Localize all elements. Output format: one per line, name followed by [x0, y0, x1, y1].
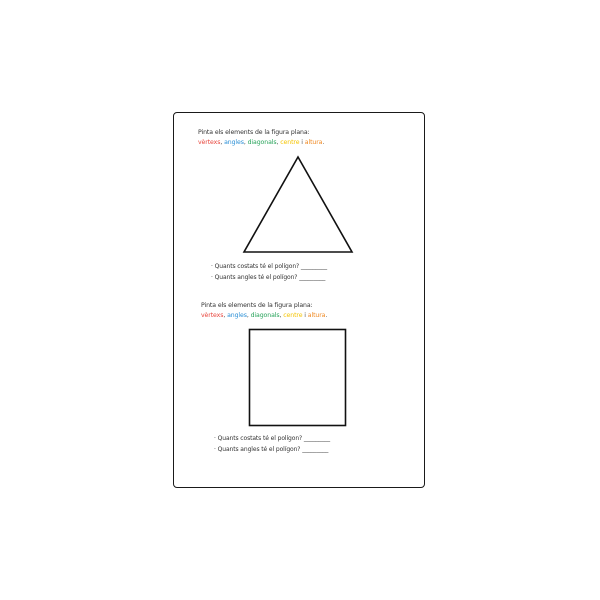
element-word: vèrtexs: [201, 312, 224, 319]
element-word: i: [299, 139, 305, 146]
element-word: .: [325, 312, 328, 319]
element-word: angles: [227, 312, 247, 319]
element-word: ,: [246, 312, 251, 319]
instruction-block-2: [201, 301, 327, 321]
triangle-figure: [242, 155, 356, 255]
element-word: ,: [279, 312, 284, 319]
worksheet-page: [173, 112, 425, 488]
instruction-block-1: [198, 128, 324, 148]
element-word: vèrtexs: [198, 139, 221, 146]
triangle-outline: [244, 157, 352, 252]
instruction-text: Pinta els elements de la figura plana:: [198, 129, 310, 136]
question-angles: · Quants angles té el polígon? _________: [214, 446, 329, 453]
element-word: ,: [276, 139, 281, 146]
element-list: [198, 138, 324, 148]
element-word: i: [302, 312, 308, 319]
element-word: ,: [220, 139, 225, 146]
element-word: diagonals: [250, 312, 280, 319]
element-word: .: [322, 139, 325, 146]
element-word: centre: [280, 139, 300, 146]
square-outline: [250, 330, 346, 426]
element-list: [201, 311, 327, 321]
questions-block-2: [214, 433, 330, 455]
square-figure: [248, 328, 348, 428]
element-word: ,: [223, 312, 228, 319]
element-word: ,: [243, 139, 248, 146]
element-word: diagonals: [247, 139, 277, 146]
question-angles: · Quants angles té el polígon? _________: [211, 274, 326, 281]
instruction-text: Pinta els elements de la figura plana:: [201, 302, 313, 309]
element-word: altura: [307, 312, 326, 319]
questions-block-1: [211, 261, 327, 283]
element-word: centre: [283, 312, 303, 319]
question-sides: · Quants costats té el polígon? _________: [211, 263, 328, 270]
element-word: altura: [304, 139, 323, 146]
question-sides: · Quants costats té el polígon? _________: [214, 435, 331, 442]
element-word: angles: [224, 139, 244, 146]
